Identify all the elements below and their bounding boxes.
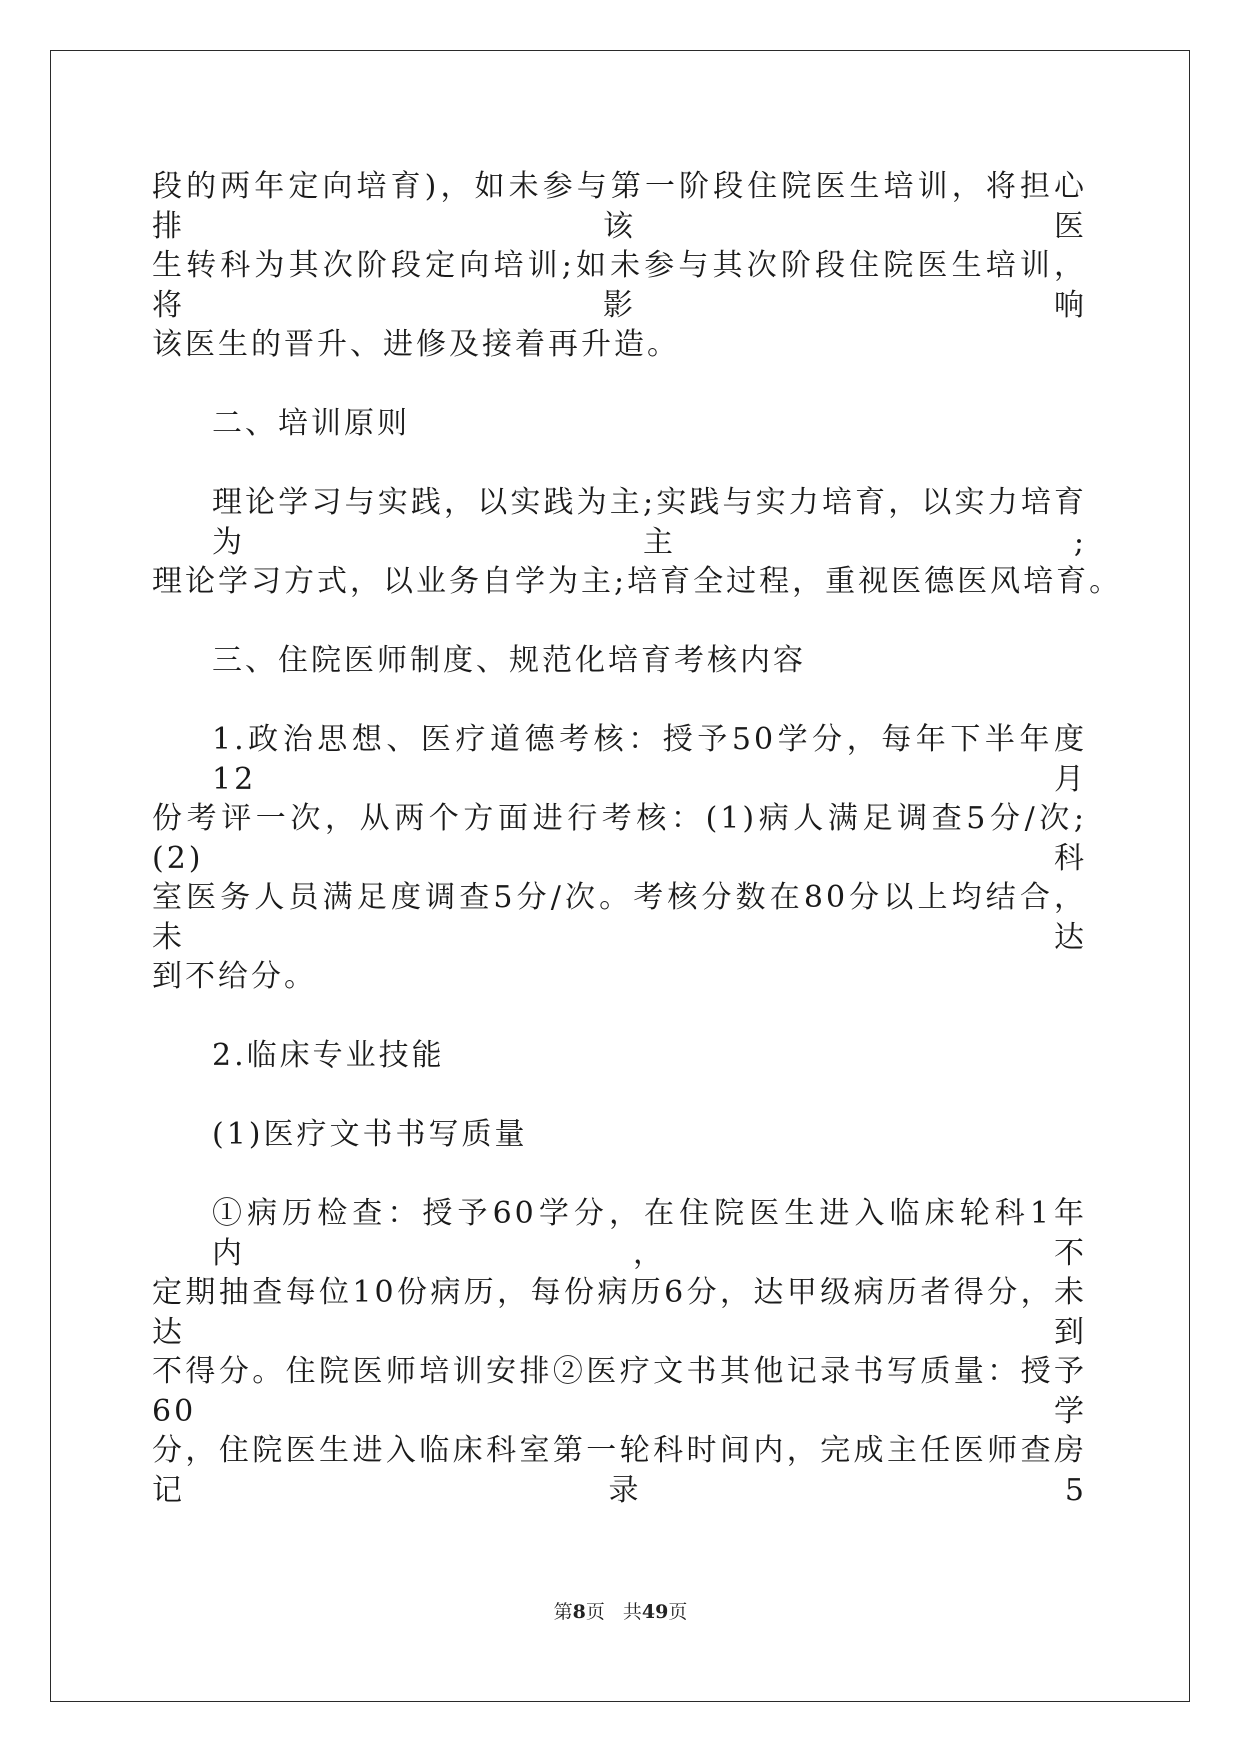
footer-total-prefix: 共 [622,1601,642,1623]
total-pages-number: 49 [641,1601,669,1623]
body-line-2: 生转科为其次阶段定向培训;如未参与其次阶段住院医生培训，将影响 [152,248,1087,323]
body-line-1: 段的两年定向培育)，如未参与第一阶段住院医生培训，将担心排该医 [152,169,1087,244]
body-line-16: 不得分。住院医师培训安排②医疗文书其他记录书写质量：授予60学 [152,1354,1087,1429]
section-heading-2: 二、培训原则 [212,406,410,441]
footer-total-suffix: 页 [668,1601,688,1623]
body-line-10: 室医务人员满足度调查5分/次。考核分数在80分以上均结合，未达 [152,880,1087,955]
body-line-6: 理论学习方式，以业务自学为主;培育全过程，重视医德医风培育。 [152,564,1123,599]
footer-prefix: 第 [553,1601,573,1623]
body-line-11: 到不给分。 [152,959,317,994]
footer-page-suffix: 页 [585,1601,605,1623]
page-number-footer [0,1600,1241,1624]
subsection-heading-2-1: (1)医疗文书书写质量 [212,1117,528,1152]
body-line-14: ①病历检查：授予60学分，在住院医生进入临床轮科1年内，不 [212,1196,1087,1271]
section-heading-3: 三、住院医师制度、规范化培育考核内容 [212,643,806,678]
body-line-17: 分，住院医生进入临床科室第一轮科时间内，完成主任医师查房记录5 [152,1433,1087,1508]
subsection-heading-2: 2.临床专业技能 [212,1038,445,1073]
body-line-15: 定期抽查每位10份病历，每份病历6分，达甲级病历者得分，未达到 [152,1275,1087,1350]
body-line-3: 该医生的晋升、进修及接着再升造。 [152,327,680,362]
body-line-8: 1.政治思想、医疗道德考核：授予50学分，每年下半年度12月 [212,722,1087,797]
current-page-number: 8 [572,1601,586,1623]
body-line-5: 理论学习与实践，以实践为主;实践与实力培育，以实力培育为主; [212,485,1087,560]
body-line-9: 份考评一次，从两个方面进行考核：(1)病人满足调查5分/次;(2)科 [152,801,1087,876]
